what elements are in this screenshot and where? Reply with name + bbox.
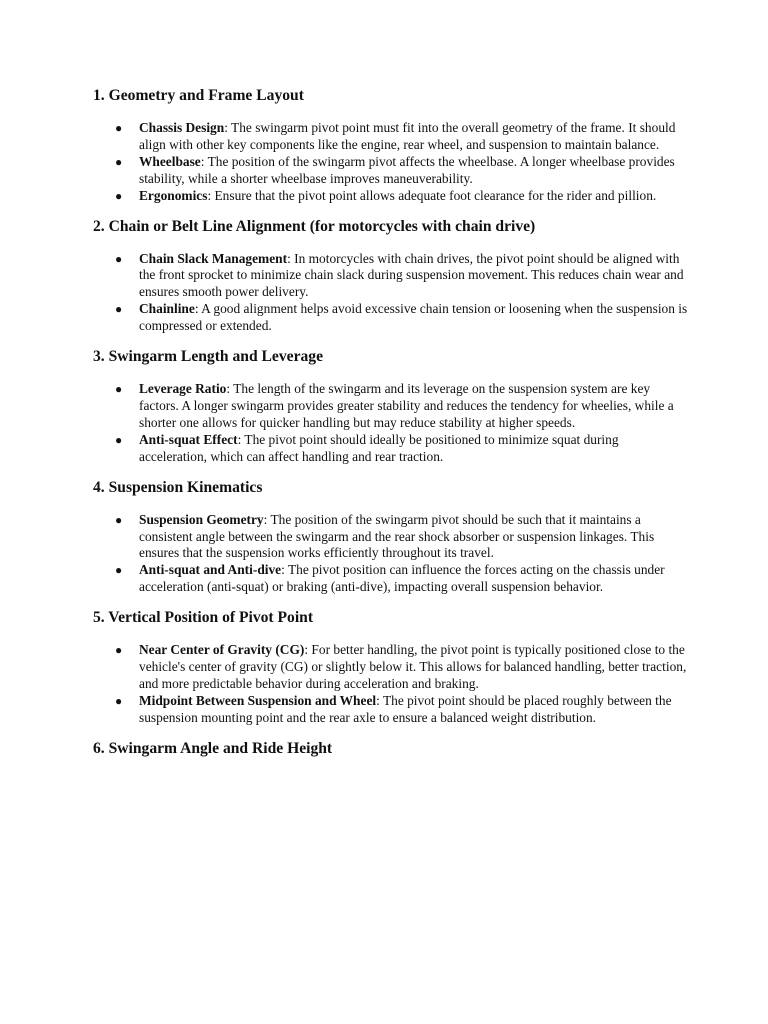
- bullet-list: [93, 251, 688, 336]
- bullet-list: [93, 642, 688, 727]
- document-content: [93, 86, 688, 773]
- bullet-term: Wheelbase: [139, 153, 201, 169]
- bullet-icon: ●: [115, 382, 123, 397]
- bullet-icon: ●: [115, 512, 123, 527]
- bullet-term: Midpoint Between Suspension and Wheel: [139, 692, 377, 708]
- bullet-text: : The position of the swingarm pivot affects the wheelbase. A longer wheelbase provides stability, while a shorter wheelbase improves maneuverability.: [139, 153, 675, 186]
- bullet-icon: ●: [115, 251, 123, 266]
- bullet-term: Chain Slack Management: [139, 250, 288, 266]
- bullet-text: : The position of the swingarm pivot should be such that it maintains a consistent angle between the swingarm and the rear shock absorber or suspension linkages. This ensures that the suspension works efficiently throughout its travel.: [139, 511, 655, 561]
- bullet-icon: ●: [115, 188, 123, 203]
- bullet-term: Ergonomics: [139, 187, 208, 203]
- bullet-text: : A good alignment helps avoid excessive chain tension or loosening when the suspension is compressed or extended.: [139, 301, 688, 334]
- bullet-icon: ●: [115, 154, 123, 169]
- bullet-icon: ●: [115, 643, 123, 658]
- section-heading: 5. Vertical Position of Pivot Point: [93, 609, 314, 627]
- bullet-term: Anti-squat Effect: [139, 431, 238, 447]
- section-suspension-kinematics: [93, 478, 688, 597]
- bullet-term: Chainline: [139, 301, 195, 317]
- section-chain-belt-alignment: [93, 217, 688, 336]
- list-item: [93, 381, 688, 432]
- section-geometry-frame-layout: [93, 86, 688, 205]
- section-heading: 4. Suspension Kinematics: [93, 478, 263, 496]
- bullet-list: [93, 512, 688, 597]
- bullet-text: : Ensure that the pivot point allows adequate foot clearance for the rider and pillion.: [207, 187, 657, 203]
- list-item: [93, 562, 688, 596]
- bullet-text: : For better handling, the pivot point is typically positioned close to the vehicle's center of gravity (CG) or slightly below it. This allows for balanced handling, better traction, and more predictable behavior during acceleration and braking.: [139, 642, 687, 691]
- list-item: [93, 301, 688, 335]
- bullet-list: [93, 381, 688, 466]
- list-item: [93, 512, 688, 563]
- section-swingarm-length-leverage: [93, 347, 688, 466]
- bullet-icon: ●: [115, 563, 123, 578]
- bullet-text: : The length of the swingarm and its leverage on the suspension system are key factors. A longer swingarm provides greater stability and reduces the tendency for wheelies, while a shorter one allows for quicker handling but may reduce stability at higher speeds.: [139, 381, 674, 430]
- bullet-term: Near Center of Gravity (CG): [139, 642, 305, 658]
- bullet-icon: ●: [115, 302, 123, 317]
- bullet-list: [93, 120, 688, 205]
- list-item: [93, 251, 688, 302]
- section-vertical-pivot-position: [93, 608, 688, 727]
- section-heading: 1. Geometry and Frame Layout: [93, 87, 304, 104]
- bullet-icon: ●: [115, 121, 123, 135]
- bullet-term: Anti-squat and Anti-dive: [139, 562, 282, 578]
- bullet-text: : In motorcycles with chain drives, the pivot point should be aligned with the front sprocket to minimize chain slack during suspension movement. This reduces chain wear and ensures smooth power delivery.: [139, 250, 684, 300]
- bullet-text: : The pivot point should be placed roughly between the suspension mounting point and the rear axle to ensure a balanced weight distribution.: [139, 692, 672, 725]
- list-item: [93, 432, 688, 466]
- bullet-text: : The pivot point should ideally be positioned to minimize squat during acceleration, which can affect handling and rear traction.: [139, 431, 619, 464]
- bullet-term: Leverage Ratio: [139, 381, 227, 397]
- list-item: [93, 120, 688, 154]
- section-heading: 3. Swingarm Length and Leverage: [93, 348, 324, 366]
- list-item: [93, 154, 688, 188]
- bullet-icon: ●: [115, 693, 123, 708]
- list-item: [93, 693, 688, 727]
- section-heading: 6. Swingarm Angle and Ride Height: [93, 739, 333, 757]
- bullet-icon: ●: [115, 432, 123, 447]
- bullet-text: : The swingarm pivot point must fit into the overall geometry of the frame. It should align with other key components like the engine, rear wheel, and suspension to maintain balance.: [139, 120, 676, 152]
- section-swingarm-angle-ride-height: [93, 739, 688, 759]
- list-item: [93, 188, 688, 205]
- bullet-text: : The pivot position can influence the forces acting on the chassis under acceleration (anti-squat) or braking (anti-dive), impacting overall suspension behavior.: [139, 562, 665, 595]
- list-item: [93, 642, 688, 693]
- bullet-term: Chassis Design: [139, 120, 225, 135]
- bullet-term: Suspension Geometry: [139, 511, 264, 527]
- section-heading: 2. Chain or Belt Line Alignment (for motorcycles with chain drive): [93, 217, 536, 235]
